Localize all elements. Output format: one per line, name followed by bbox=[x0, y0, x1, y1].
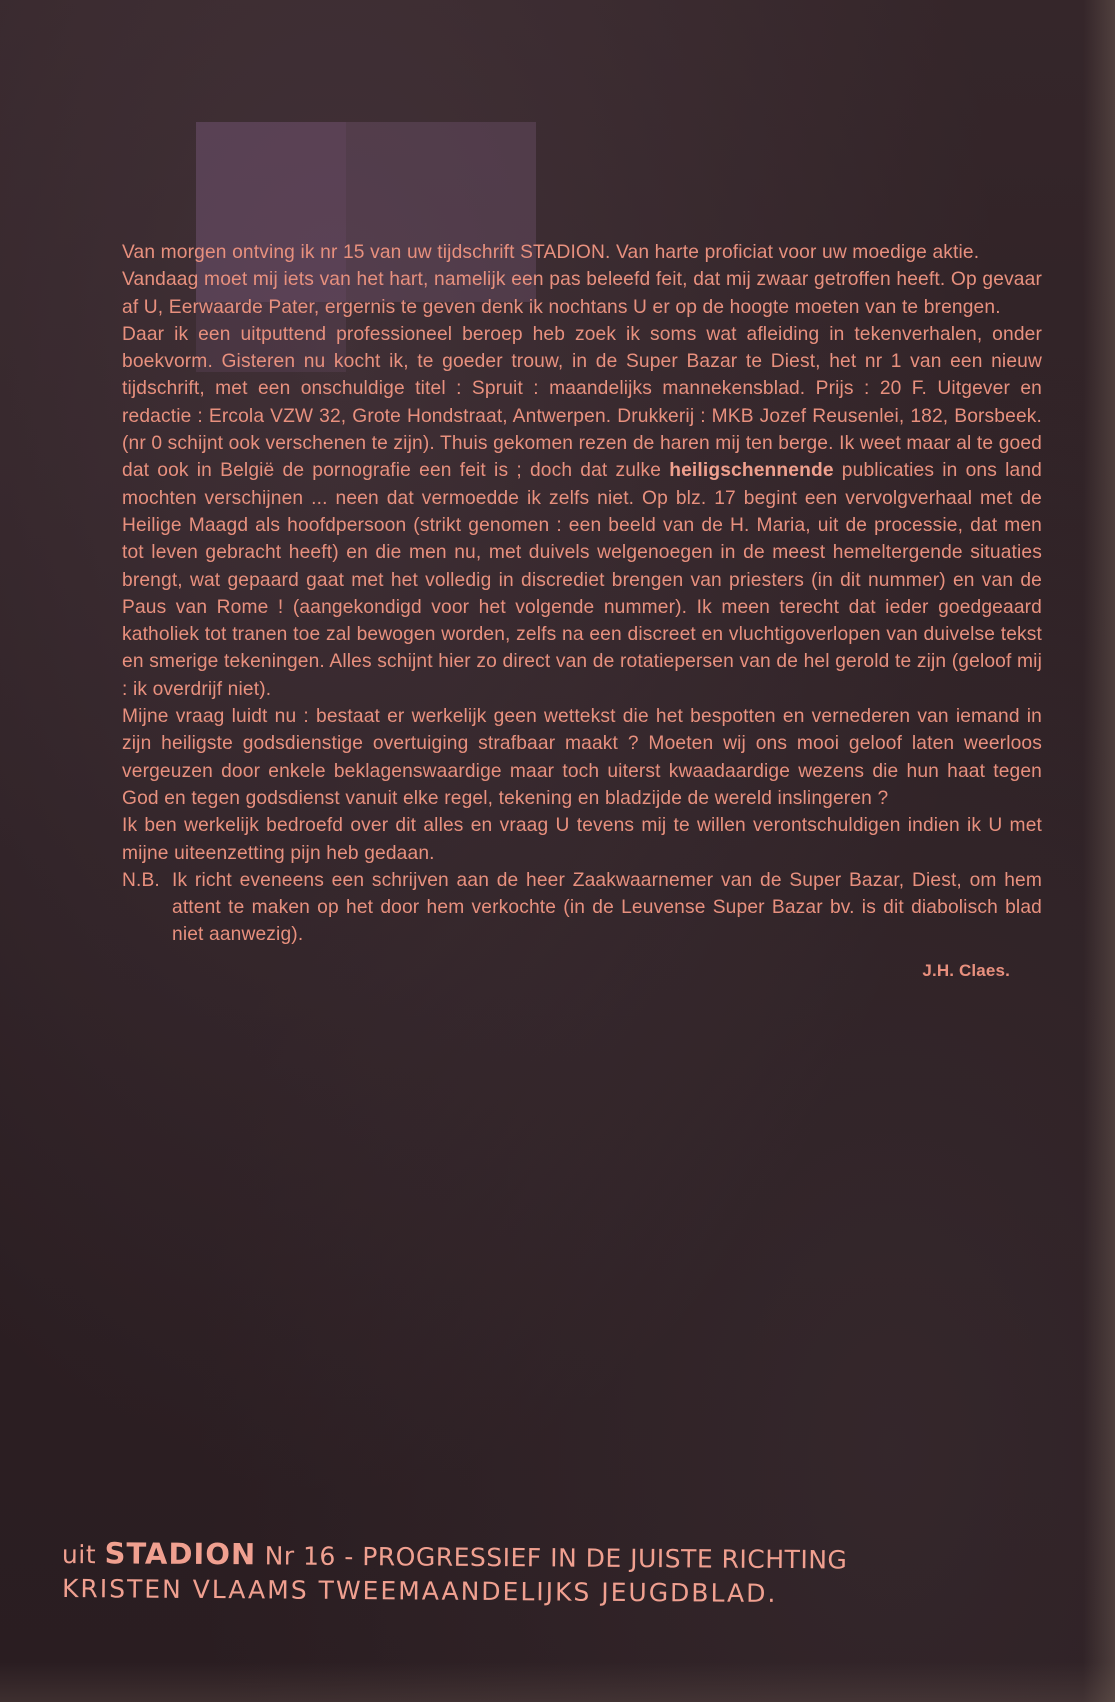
letter-paragraph-3-part-2: publicaties in ons land mochten verschijnen ... neen dat vermoedde ik zelfs niet. Op blz. 17 begint een vervolgverhaal met de Heilige Maagd als hoofdpersoon (strikt genomen : een beeld van de H. Maria, uit de processie, dat men tot leven gebracht heeft) en die men nu, met duivels welgenoegen in de meest hemeltergende situaties brengt, wat gepaard gaat met het volledig in discrediet brengen van priesters (in dit nummer) en van de Paus van Rome ! (aangekondigd voor het volgende nummer). Ik meen terecht dat ieder goedgeaard katholiek tot tranen toe zal bewogen worden, zelfs na een discreet en vluchtigoverlopen van duivelse tekst en smerige tekeningen. Alles schijnt hier zo direct van de rotatiepersen van de hel gerold te zijn (geloof mij : ik overdrijf niet). bbox=[122, 460, 1043, 700]
reader-letter bbox=[122, 239, 1042, 984]
source-note-line-1 bbox=[62, 1536, 1072, 1577]
worn-page-edge-bottom bbox=[0, 1662, 1115, 1702]
source-note-line-1-rest: Nr 16 - PROGRESSIEF IN DE JUISTE RICHTING bbox=[256, 1541, 848, 1575]
letter-paragraph-3 bbox=[122, 321, 1042, 703]
postscript-label: N.B. bbox=[122, 869, 160, 891]
letter-paragraph-1: Van morgen ontving ik nr 15 van uw tijdschrift STADION. Van harte proficiat voor uw moedige aktie. bbox=[122, 242, 980, 263]
source-prefix: uit bbox=[61, 1540, 105, 1570]
magazine-name: STADION bbox=[104, 1536, 257, 1572]
letter-signature: J.H. Claes. bbox=[922, 960, 1010, 980]
letter-paragraph-2: Vandaag moet mij iets van het hart, namelijk een pas beleefd feit, dat mij zwaar getroffen heeft. Op gevaar af U, Eerwaarde Pater, ergernis te geven denk ik nochtans U er op de hoogte moeten van te brengen. bbox=[122, 269, 1042, 318]
handwritten-source-note bbox=[61, 1536, 1072, 1608]
source-note-line-2: KRISTEN VLAAMS TWEEMAANDELIJKS JEUGDBLAD. bbox=[61, 1574, 778, 1608]
letter-paragraph-5: Ik ben werkelijk bedroefd over dit alles en vraag U tevens mij te willen verontschuldigen indien ik U met mijne uiteenzetting pijn heb gedaan. bbox=[122, 815, 1042, 864]
worn-page-edge-right bbox=[1083, 0, 1115, 1702]
bold-word-heiligschennende: heiligschennende bbox=[669, 460, 834, 482]
letter-postscript bbox=[122, 867, 1042, 949]
letter-paragraph-3-part-1: Daar ik een uitputtend professioneel beroep heb zoek ik soms wat afleiding in tekenverhalen, onder boekvorm. Gisteren nu kocht ik, te goeder trouw, in de Super Bazar te Diest, het nr 1 van een nieuw tijdschrift, met een onschuldige titel : Spruit : maandelijks mannekensblad. Prijs : 20 F. Uitgever en redactie : Ercola VZW 32, Grote Hondstraat, Antwerpen. Drukkerij : MKB Jozef Reusenlei, 182, Borsbeek. (nr 0 schijnt ook verschenen te zijn). Thuis gekomen rezen de haren mij ten berge. Ik weet maar al te goed dat ook in België de pornografie een feit is ; doch dat zulke bbox=[122, 323, 1042, 482]
postscript-text: Ik richt eveneens een schrijven aan de heer Zaakwaarnemer van de Super Bazar, Diest, om hem attent te maken op het door hem verkochte (in de Leuvense Super Bazar bv. is dit diabolisch blad niet aanwezig). bbox=[172, 869, 1042, 946]
letter-paragraph-4: Mijne vraag luidt nu : bestaat er werkelijk geen wettekst die het bespotten en vernederen van iemand in zijn heiligste godsdienstige overtuiging strafbaar maakt ? Moeten wij ons mooi geloof laten weerloos vergeuzen door enkele beklagenswaardige maar toch uiterst kwaadaardige wezens die hun haat tegen God en tegen godsdienst vanuit elke regel, tekening en bladzijde de wereld inslingeren ? bbox=[122, 706, 1042, 809]
